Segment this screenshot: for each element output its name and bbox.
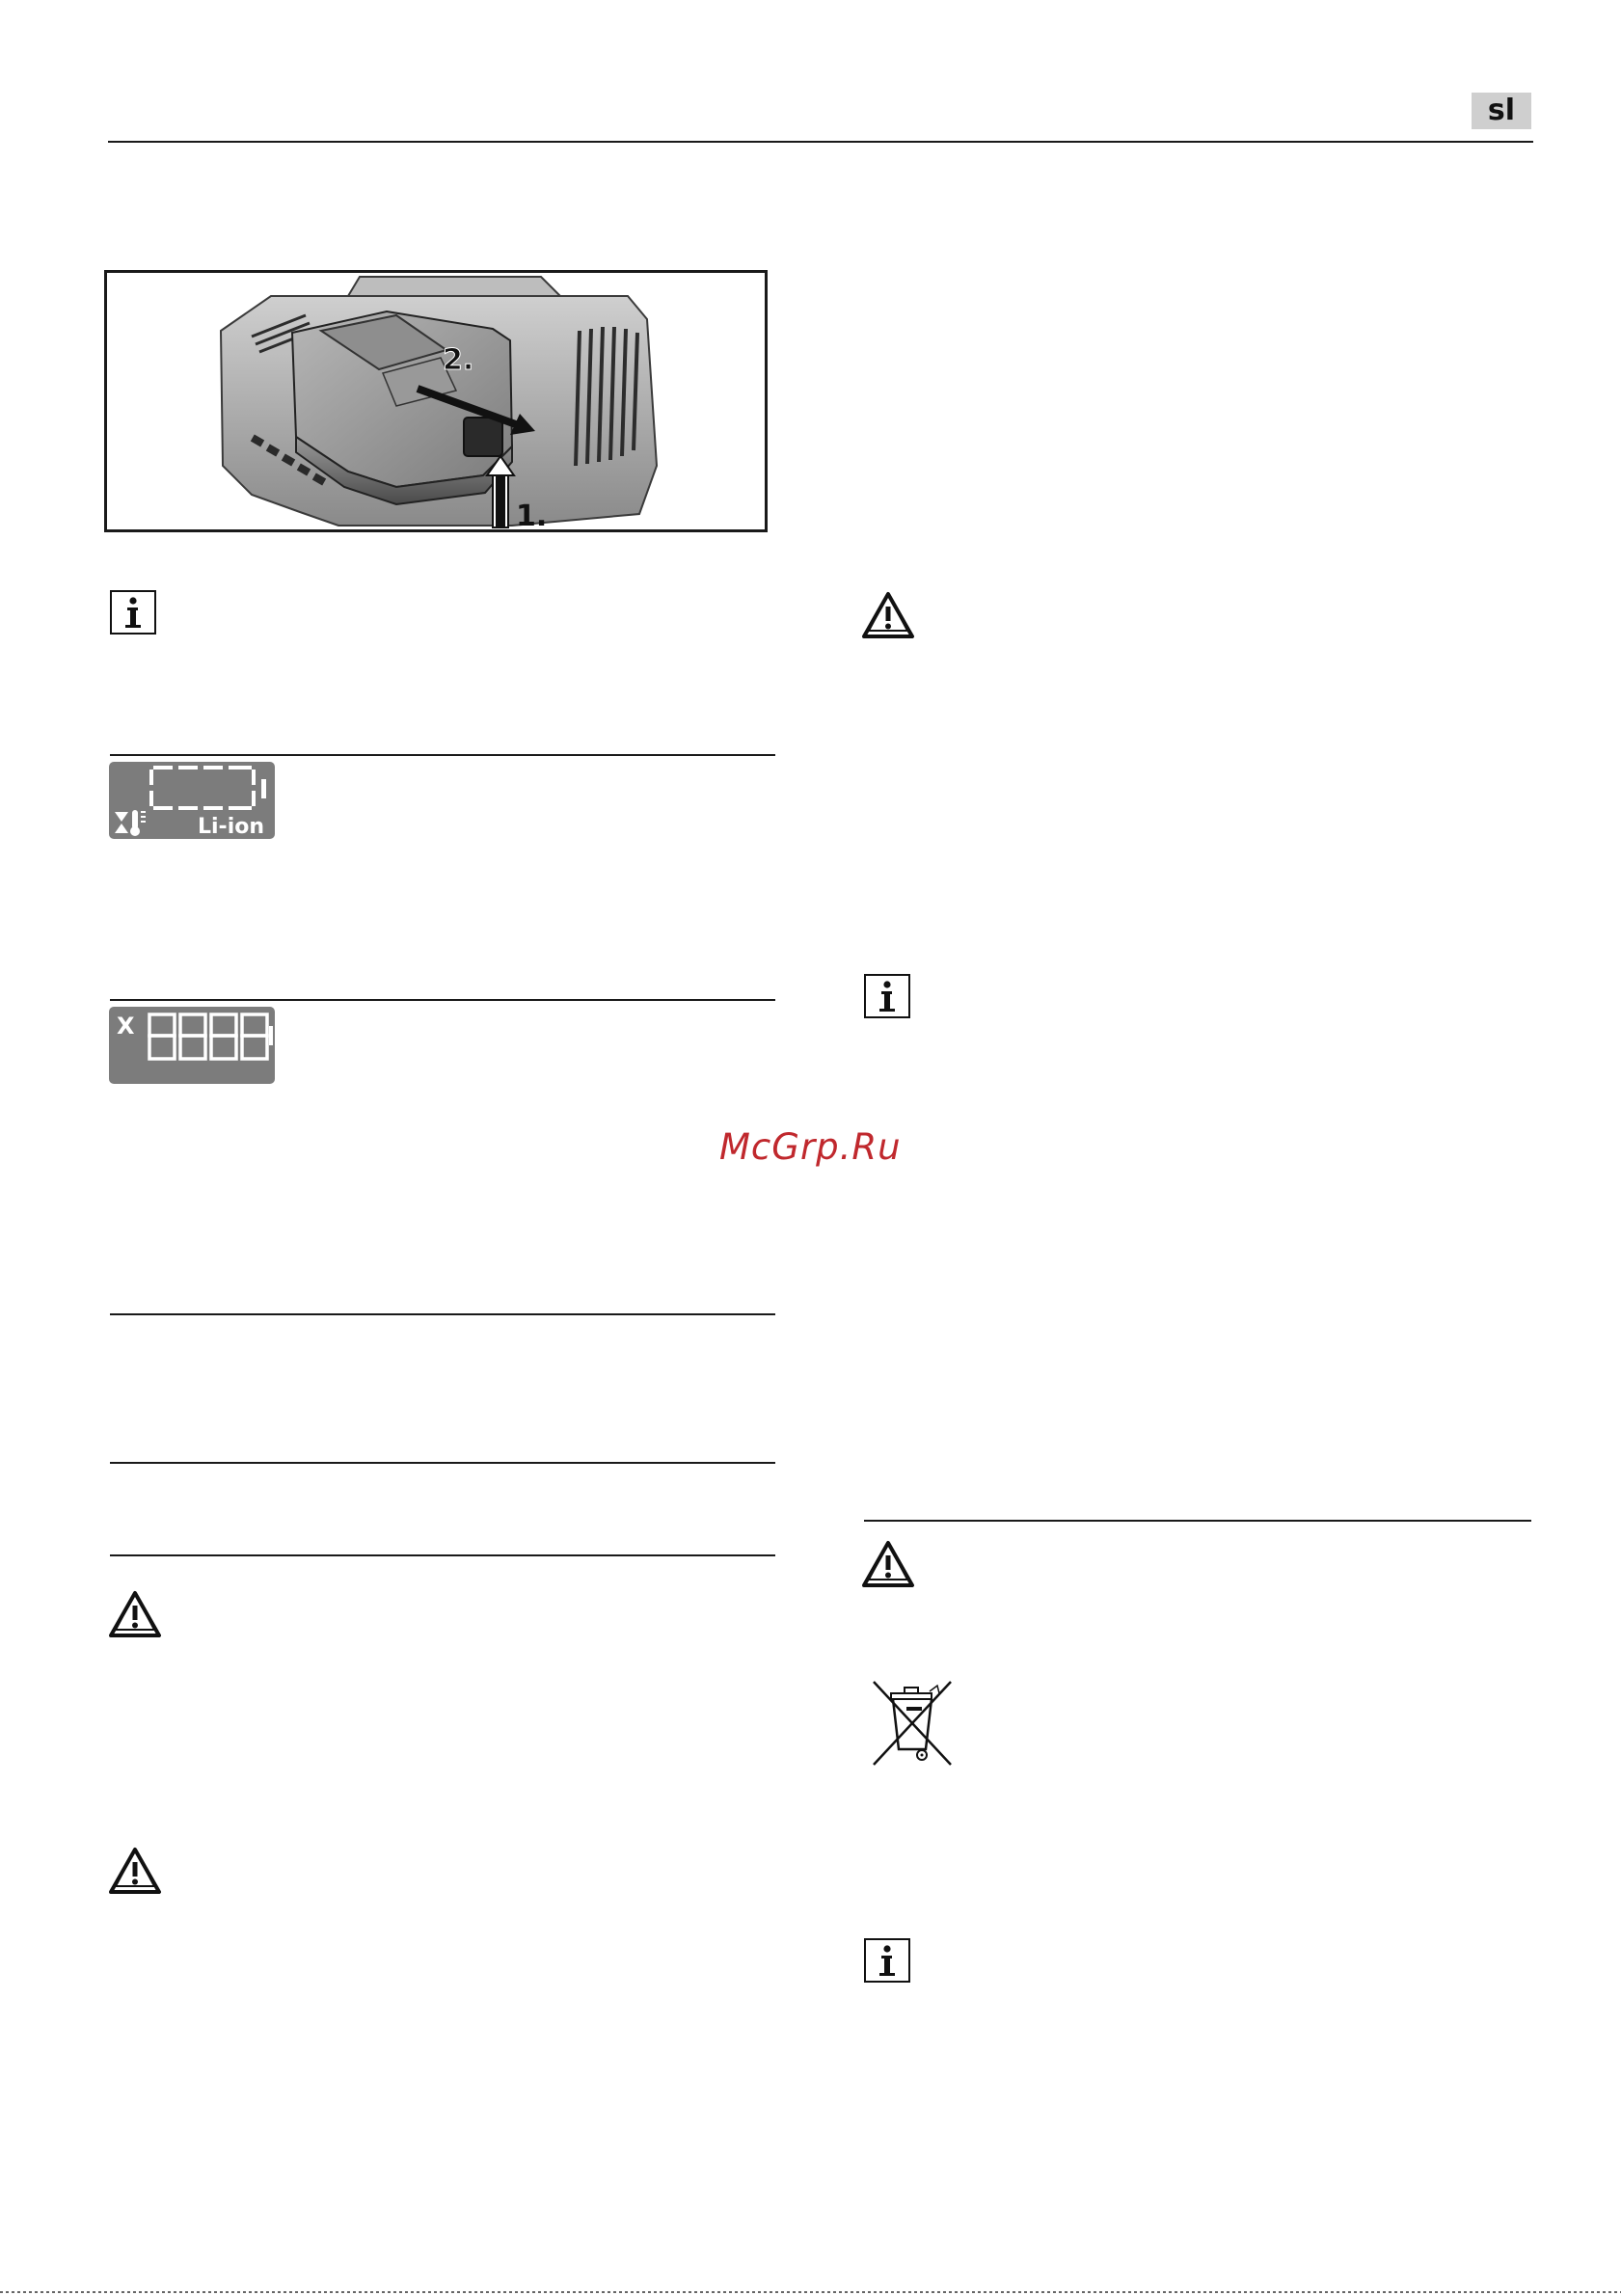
watermark: McGrp.Ru	[719, 1126, 902, 1168]
lcd-x-prefix: X	[117, 1013, 135, 1040]
section-rule	[110, 754, 775, 756]
page-bottom-edge	[0, 2291, 1621, 2293]
lcd-liion-label: Li-ion	[198, 815, 265, 839]
section-rule	[110, 1462, 775, 1464]
section-rule	[864, 1520, 1531, 1522]
info-icon	[110, 590, 156, 635]
warning-triangle-icon	[861, 1539, 915, 1589]
warning-triangle-icon	[108, 1846, 162, 1896]
header-rule	[108, 141, 1533, 143]
crossed-out-wheelie-bin-icon	[868, 1678, 957, 1769]
warning-triangle-icon	[108, 1589, 162, 1639]
step-2-label: 2.	[443, 343, 474, 377]
warning-triangle-icon	[861, 590, 915, 640]
charger-illustration	[107, 273, 765, 529]
language-badge: sl	[1472, 93, 1531, 129]
info-icon	[864, 1938, 910, 1983]
step-1-label: 1.	[516, 500, 548, 529]
lcd-battery-panel	[109, 762, 275, 839]
section-rule	[110, 1554, 775, 1556]
battery-removal-figure	[104, 270, 768, 532]
section-rule	[110, 999, 775, 1001]
section-rule	[110, 1313, 775, 1315]
lcd-counter-panel	[109, 1007, 275, 1084]
info-icon	[864, 974, 910, 1018]
